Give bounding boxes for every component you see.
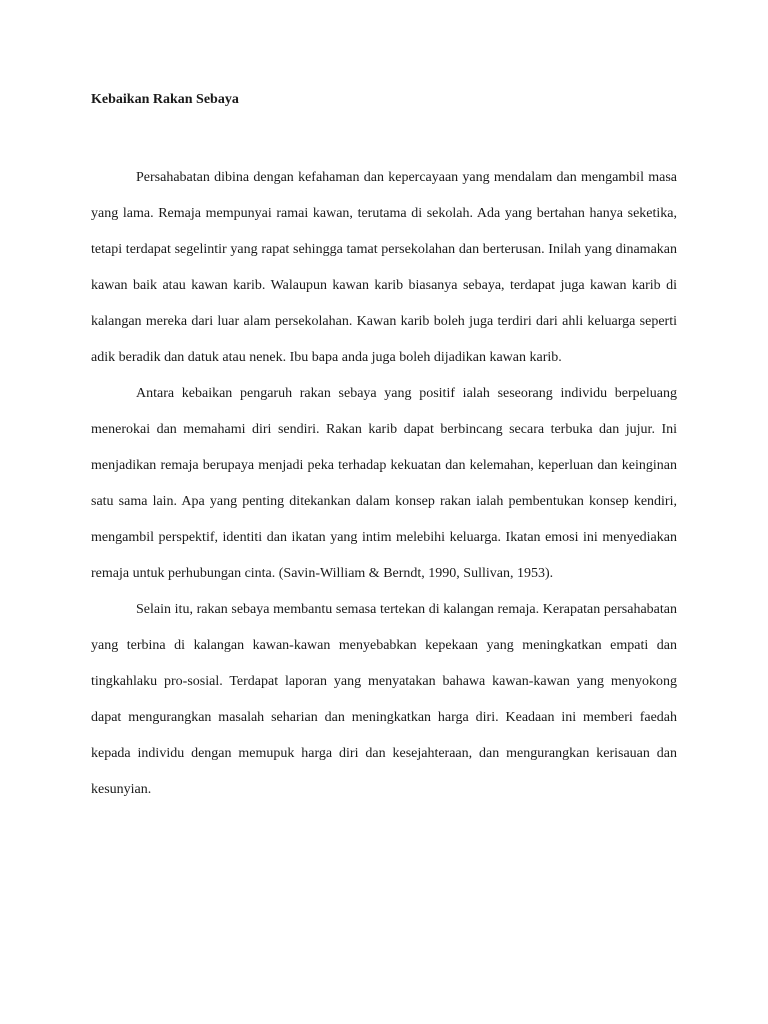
paragraph-2: Antara kebaikan pengaruh rakan sebaya yang positif ialah seseorang individu berpeluang menerokai dan memahami diri sendiri. Rakan karib dapat berbincang secara terbuka dan jujur. Ini menjadikan remaja berupaya menjadi peka terhadap kekuatan dan kelemahan, keperluan dan keinginan satu sama lain. Apa yang penting ditekankan dalam konsep rakan ialah pembentukan konsep kendiri, mengambil perspektif, identiti dan ikatan yang intim melebihi keluarga. Ikatan emosi ini menyediakan remaja untuk perhubungan cinta. (Savin-William & Berndt, 1990, Sullivan, 1953). xyxy=(91,386,677,581)
paragraph-3: Selain itu, rakan sebaya membantu semasa tertekan di kalangan remaja. Kerapatan persahabatan yang terbina di kalangan kawan-kawan menyebabkan kepekaan yang meningkatkan empati dan tingkahlaku pro-sosial. Terdapat laporan yang menyatakan bahawa kawan-kawan yang menyokong dapat mengurangkan masalah seharian dan meningkatkan harga diri. Keadaan ini memberi faedah kepada individu dengan memupuk harga diri dan kesejahteraan, dan mengurangkan kerisauan dan kesunyian. xyxy=(91,602,677,797)
document-body xyxy=(91,160,677,808)
document-title: Kebaikan Rakan Sebaya xyxy=(91,92,239,107)
paragraph-1: Persahabatan dibina dengan kefahaman dan kepercayaan yang mendalam dan mengambil masa yang lama. Remaja mempunyai ramai kawan, terutama di sekolah. Ada yang bertahan hanya seketika, tetapi terdapat segelintir yang rapat sehingga tamat persekolahan dan berterusan. Inilah yang dinamakan kawan baik atau kawan karib. Walaupun kawan karib biasanya sebaya, terdapat juga kawan karib di kalangan mereka dari luar alam persekolahan. Kawan karib boleh juga terdiri dari ahli keluarga seperti adik beradik dan datuk atau nenek. Ibu bapa anda juga boleh dijadikan kawan karib. xyxy=(91,170,677,365)
